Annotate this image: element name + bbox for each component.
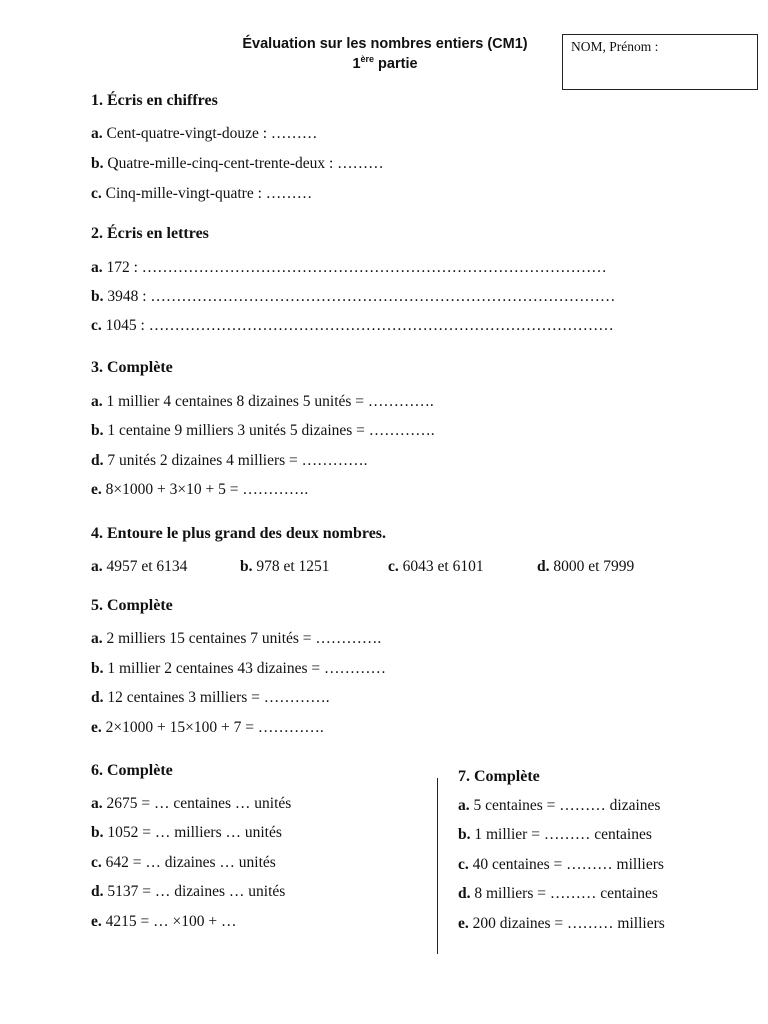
item-letter: b. [91,422,104,439]
item-letter: a. [91,259,103,276]
s7-item-c [458,856,664,874]
item-letter: e. [91,913,102,930]
s6-item-a [91,795,291,813]
title-part-rest: partie [374,56,418,72]
worksheet-title [200,34,570,74]
item-text: Cent-quatre-vingt-douze : ……… [102,125,318,142]
s3-item-b [91,422,435,440]
item-letter: c. [458,856,469,873]
name-box[interactable] [562,34,758,90]
item-letter: b. [240,558,253,575]
item-letter: d. [537,558,550,575]
item-letter: d. [458,885,471,902]
item-text: 200 dizaines = ……… milliers [468,915,665,932]
s1-item-b [91,155,384,173]
item-text: 8×1000 + 3×10 + 5 = …………. [101,481,309,498]
item-text: Cinq-mille-vingt-quatre : ……… [101,185,313,202]
title-line-1: Évaluation sur les nombres entiers (CM1) [242,36,528,52]
item-letter: c. [91,185,102,202]
item-text: 978 et 1251 [252,558,330,575]
item-letter: b. [458,826,471,843]
s5-item-b [91,660,386,678]
item-text: 8 milliers = ……… centaines [470,885,658,902]
title-line-2 [200,54,570,74]
s6-item-c [91,854,276,872]
section-2-heading: 2. Écris en lettres [91,225,209,242]
s7-item-a [458,797,660,815]
section-4-heading: 4. Entoure le plus grand des deux nombres. [91,525,387,542]
section-5-heading: 5. Complète [91,597,173,614]
s5-item-d [91,689,330,707]
item-letter: b. [91,288,104,305]
item-text: 3948 : ……………………………………………………………………………… [103,288,616,305]
s6-item-d [91,883,285,901]
item-text: 2675 = … centaines … unités [102,795,292,812]
item-letter: a. [91,393,103,410]
item-letter: a. [458,797,470,814]
item-letter: b. [91,155,104,172]
name-box-label: NOM, Prénom : [571,39,659,54]
item-letter: d. [91,689,104,706]
s2-item-b [91,288,615,306]
s1-item-a [91,125,317,143]
item-letter: a. [91,795,103,812]
item-text: 4957 et 6134 [102,558,188,575]
s4-item-c[interactable] [388,558,484,576]
item-text: 642 = … dizaines … unités [101,854,276,871]
item-text: 2 milliers 15 centaines 7 unités = …………. [102,630,382,647]
s5-item-a [91,630,381,648]
title-part-superscript: ère [360,54,375,65]
item-letter: b. [91,824,104,841]
s4-item-a[interactable] [91,558,187,576]
item-letter: c. [91,317,102,334]
section-7-heading: 7. Complète [458,768,540,785]
item-text: 4215 = … ×100 + … [101,913,237,930]
item-text: 40 centaines = ……… milliers [468,856,664,873]
section-1-heading: 1. Écris en chiffres [91,92,218,109]
s5-item-e [91,719,324,737]
s6-item-e [91,913,237,931]
s4-item-d[interactable] [537,558,634,576]
item-text: 1 centaine 9 milliers 3 unités 5 dizaines = …………. [103,422,435,439]
s7-item-b [458,826,652,844]
s3-item-e [91,481,308,499]
item-letter: c. [91,854,102,871]
item-text: 5137 = … dizaines … unités [103,883,286,900]
s6-item-b [91,824,282,842]
item-letter: e. [91,719,102,736]
item-text: 1 millier = ……… centaines [470,826,652,843]
item-text: 1045 : ……………………………………………………………………………… [101,317,614,334]
item-letter: c. [388,558,399,575]
item-text: 7 unités 2 dizaines 4 milliers = …………. [103,452,368,469]
item-text: 12 centaines 3 milliers = …………. [103,689,330,706]
item-letter: d. [91,452,104,469]
item-text: 8000 et 7999 [549,558,635,575]
s2-item-c [91,317,614,335]
s2-item-a [91,259,607,277]
item-letter: a. [91,125,103,142]
item-text: 5 centaines = ……… dizaines [469,797,661,814]
item-text: Quatre-mille-cinq-cent-trente-deux : ……… [103,155,384,172]
item-letter: d. [91,883,104,900]
s3-item-d [91,452,368,470]
s7-item-d [458,885,658,903]
item-letter: a. [91,558,103,575]
s3-item-a [91,393,434,411]
s1-item-c [91,185,312,203]
item-text: 6043 et 6101 [398,558,484,575]
title-part-number: 1 [352,56,361,72]
item-letter: a. [91,630,103,647]
s4-item-b[interactable] [240,558,330,576]
item-text: 172 : ……………………………………………………………………………… [102,259,607,276]
item-text: 1 millier 2 centaines 43 dizaines = ………… [103,660,387,677]
section-6-heading: 6. Complète [91,762,173,779]
item-text: 1052 = … milliers … unités [103,824,282,841]
item-text: 2×1000 + 15×100 + 7 = …………. [101,719,324,736]
column-divider [437,778,438,954]
item-letter: e. [458,915,469,932]
item-text: 1 millier 4 centaines 8 dizaines 5 unités = …………. [102,393,434,410]
s7-item-e [458,915,665,933]
section-3-heading: 3. Complète [91,359,173,376]
item-letter: b. [91,660,104,677]
item-letter: e. [91,481,102,498]
